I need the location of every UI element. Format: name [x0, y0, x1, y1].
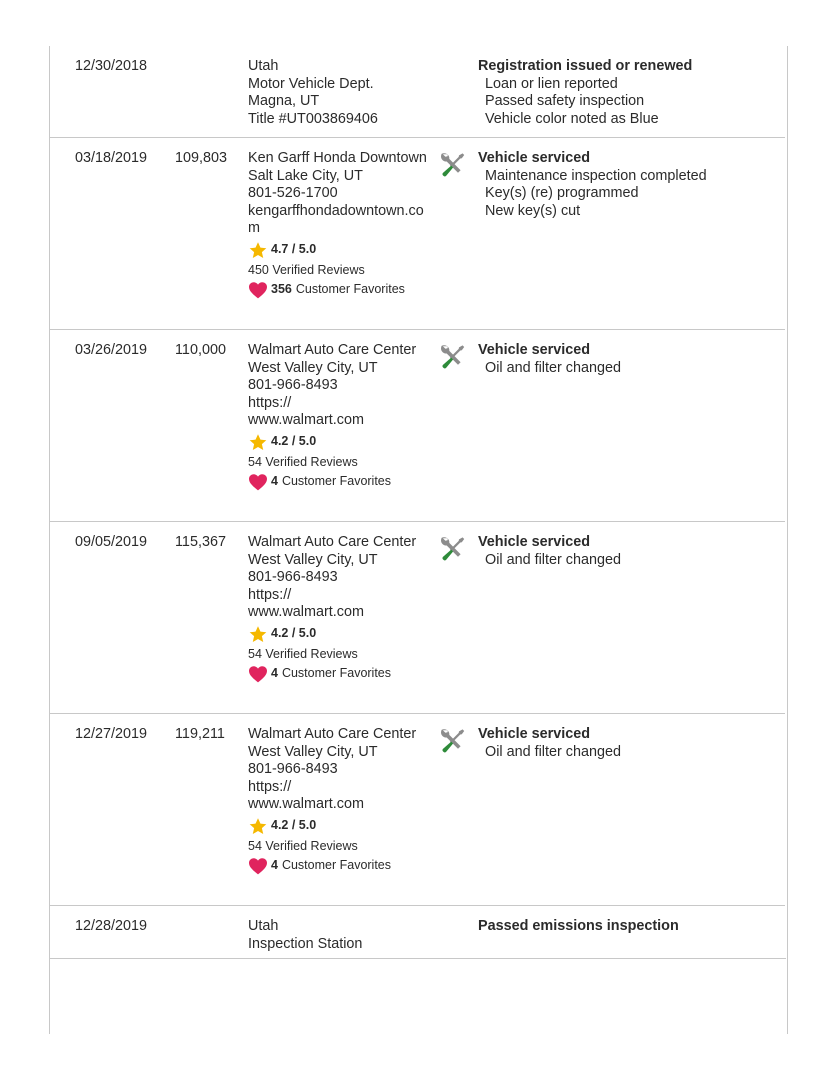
heart-icon [248, 473, 268, 491]
service-icon [437, 150, 467, 180]
verified-reviews[interactable]: 54 Verified Reviews [248, 838, 358, 853]
record-date: 12/28/2019 [75, 918, 148, 934]
source-line: Utah [248, 58, 279, 74]
record-source [248, 534, 430, 683]
shop-name: Walmart Auto Care Center [248, 342, 417, 358]
record-details [478, 534, 778, 569]
shop-rating [248, 433, 430, 452]
heart-icon [248, 665, 268, 683]
detail-item: Loan or lien reported [485, 75, 618, 92]
detail-title: Vehicle serviced [478, 150, 591, 166]
record-source [248, 58, 430, 128]
favorites-label: Customer Favorites [295, 281, 405, 296]
record-source [248, 726, 430, 875]
record-source [248, 150, 430, 299]
record-date: 03/26/2019 [75, 342, 148, 358]
star-icon [248, 241, 268, 260]
shop-rating [248, 241, 430, 260]
shop-website[interactable]: https:// [248, 586, 292, 603]
wrench-screwdriver-icon [437, 342, 467, 372]
customer-favorites [248, 857, 430, 875]
rating-value: 4.2 / 5.0 [271, 818, 317, 833]
odometer-reading: 119,211 [175, 726, 225, 742]
verified-reviews[interactable]: 450 Verified Reviews [248, 262, 365, 277]
detail-item: Oil and filter changed [485, 359, 621, 376]
record-date: 12/30/2018 [75, 58, 148, 74]
table-row [50, 522, 785, 714]
favorites-label: Customer Favorites [281, 473, 392, 488]
favorites-label: Customer Favorites [281, 857, 392, 872]
favorites-count: 356 [271, 281, 292, 296]
record-details [478, 150, 778, 220]
detail-title: Passed emissions inspection [478, 918, 679, 934]
shop-rating [248, 817, 430, 836]
table-row [50, 138, 785, 330]
odometer-reading: 109,803 [175, 150, 228, 166]
detail-item: Vehicle color noted as Blue [485, 110, 659, 127]
shop-name: Walmart Auto Care Center [248, 726, 417, 742]
shop-location: West Valley City, UT [248, 359, 378, 376]
shop-phone[interactable]: 801-966-8493 [248, 569, 338, 585]
source-line: Magna, UT [248, 93, 320, 109]
favorites-count: 4 [271, 473, 278, 488]
star-icon [248, 625, 268, 644]
record-details [478, 726, 778, 761]
heart-icon [248, 281, 268, 299]
shop-location: West Valley City, UT [248, 551, 378, 568]
service-icon [437, 342, 467, 372]
vehicle-history-table [50, 46, 785, 958]
record-source [248, 342, 430, 491]
shop-location: West Valley City, UT [248, 743, 378, 760]
shop-website[interactable]: https:// [248, 394, 292, 411]
service-icon [437, 726, 467, 756]
shop-website[interactable]: www.walmart.com [248, 796, 364, 812]
wrench-screwdriver-icon [437, 534, 467, 564]
favorites-count: 4 [271, 665, 278, 680]
shop-location: Salt Lake City, UT [248, 167, 363, 184]
detail-title: Vehicle serviced [478, 726, 591, 742]
table-row [50, 46, 785, 138]
odometer-reading: 115,367 [175, 534, 226, 550]
page-blank-area [50, 959, 785, 1034]
table-row [50, 714, 785, 906]
record-date: 03/18/2019 [75, 150, 148, 166]
shop-phone[interactable]: 801-966-8493 [248, 377, 338, 393]
detail-item: New key(s) cut [485, 202, 581, 219]
shop-name: Walmart Auto Care Center [248, 534, 417, 550]
shop-website[interactable]: www.walmart.com [248, 604, 364, 620]
detail-item: Key(s) (re) programmed [485, 185, 639, 201]
detail-item: Maintenance inspection completed [485, 167, 707, 184]
record-date: 09/05/2019 [75, 534, 148, 550]
record-details [478, 342, 778, 377]
detail-title: Vehicle serviced [478, 534, 591, 550]
customer-favorites [248, 665, 430, 683]
record-date: 12/27/2019 [75, 726, 148, 742]
table-row [50, 330, 785, 522]
rating-value: 4.2 / 5.0 [271, 434, 317, 449]
odometer-reading: 110,000 [175, 342, 226, 358]
customer-favorites [248, 473, 430, 491]
verified-reviews[interactable]: 54 Verified Reviews [248, 646, 358, 661]
detail-title: Registration issued or renewed [478, 58, 693, 74]
verified-reviews[interactable]: 54 Verified Reviews [248, 454, 358, 469]
detail-item: Oil and filter changed [485, 743, 621, 760]
shop-rating [248, 625, 430, 644]
shop-website[interactable]: https:// [248, 778, 292, 795]
star-icon [248, 433, 268, 452]
detail-title: Vehicle serviced [478, 342, 591, 358]
source-line: Utah [248, 918, 279, 934]
record-details [478, 58, 778, 128]
shop-phone[interactable]: 801-526-1700 [248, 185, 338, 201]
detail-item: Oil and filter changed [485, 551, 621, 568]
shop-website[interactable]: www.walmart.com [248, 412, 364, 428]
record-details [478, 918, 778, 936]
star-icon [248, 817, 268, 836]
detail-item: Passed safety inspection [485, 93, 645, 109]
rating-value: 4.7 / 5.0 [271, 242, 317, 257]
favorites-label: Customer Favorites [281, 665, 392, 680]
heart-icon [248, 857, 268, 875]
rating-value: 4.2 / 5.0 [271, 626, 317, 641]
source-line: Title #UT003869406 [248, 110, 378, 127]
shop-phone[interactable]: 801-966-8493 [248, 761, 338, 777]
shop-name: Ken Garff Honda Downtown [248, 150, 427, 166]
table-row [50, 906, 785, 958]
source-line: Motor Vehicle Dept. [248, 75, 374, 92]
source-line: Inspection Station [248, 935, 363, 952]
shop-website[interactable]: kengarffhondadowntown.com [248, 202, 424, 236]
record-source [248, 918, 430, 953]
customer-favorites [248, 281, 430, 299]
favorites-count: 4 [271, 857, 278, 872]
wrench-screwdriver-icon [437, 726, 467, 756]
wrench-screwdriver-icon [437, 150, 467, 180]
service-icon [437, 534, 467, 564]
